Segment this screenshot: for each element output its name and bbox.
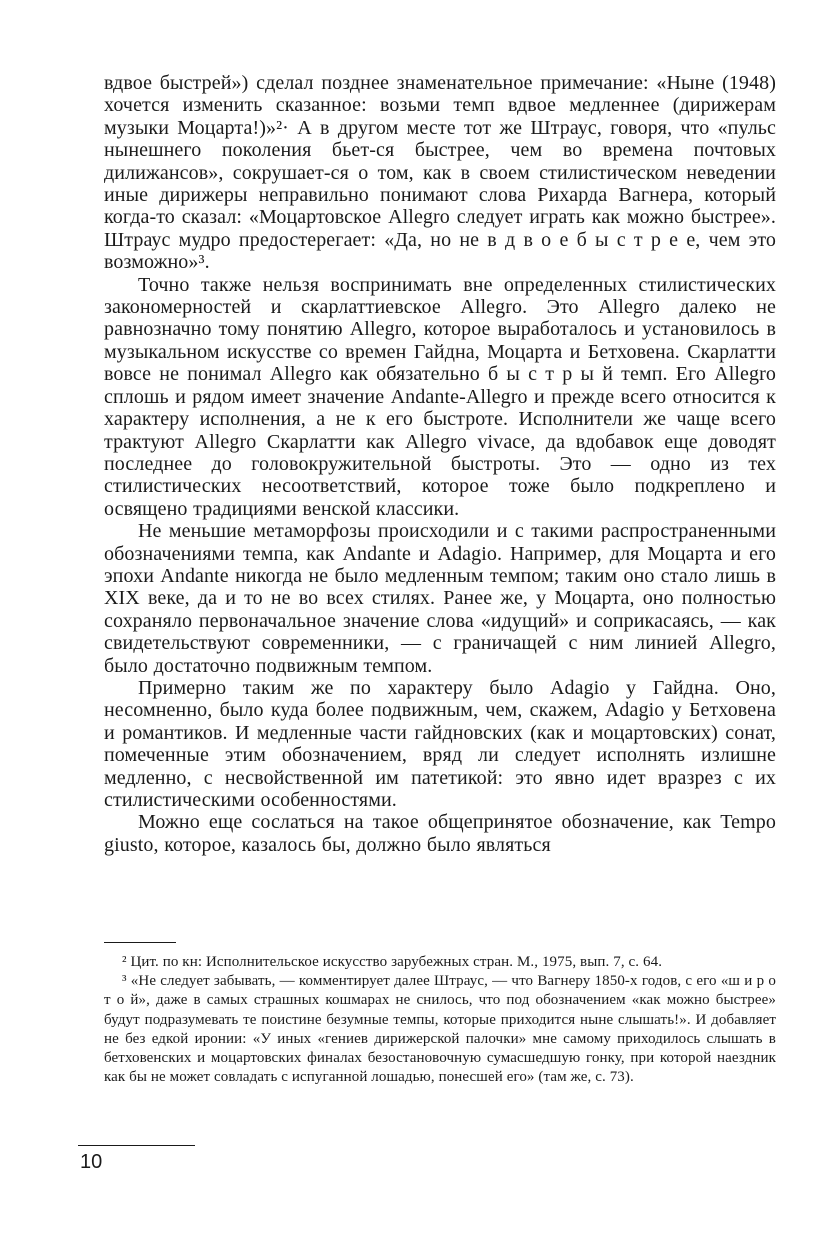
paragraph-2: Точно также нельзя воспринимать вне определенных стилистических закономерностей и скарлаттиевское Allegro. Это Allegro далеко не равнозначно тому понятию Allegro, которое выработалось и установилось в музыкальном искусстве со времен Гайдна, Моцарта и Бетховена. Скарлатти вовсе не понимал Allegro как обязательно б ы с т р ы й темп. Его Allegro сплошь и рядом имеет значение Andante-Allegro и прежде всего относится к характеру исполнения, а не к его быстроте. Исполнители же чаще всего трактуют Allegro Скарлатти как Allegro vivace, да вдобавок еще доводят последнее до головокружительной быстроты. Это — одно из тех стилистических несоответствий, которое тоже было подкреплено и освящено традициями венской классики. bbox=[104, 273, 776, 520]
footnote-separator bbox=[104, 942, 176, 943]
paragraph-3: Не меньшие метаморфозы происходили и с такими распространенными обозначениями темпа, как Andante и Adagio. Например, для Моцарта и его эпохи Andante никогда не было медленным темпом; таким оно стало лишь в XIX веке, да и то не во всех стилях. Ранее же, у Моцарта, оно полностью сохраняло первоначальное значение слова «идущий» и соприкасаясь, — как свидетельствуют современники, — с граничащей с ним линией Allegro, было достаточно подвижным темпом. bbox=[104, 520, 776, 677]
paragraph-5: Можно еще сослаться на такое общепринятое обозначение, как Tempo giusto, которое, казалось бы, должно было являться bbox=[104, 811, 776, 856]
main-text bbox=[104, 72, 776, 856]
footnote-3: ³ «Не следует забывать, — комментирует далее Штраус, — что Вагнеру 1850-х годов, с его «ш и р о т о й», даже в самых страшных кошмарах не снилось, что под обозначением «как можно быстрее» будут подразумевать те поистине безумные темпы, которые приходится ныне слышать!». И добавляет не без едкой иронии: «У иных «гениев дирижерской палочки» мне самому приходилось слышать в бетховенских и моцартовских финалах безостановочную сумасшедшую гонку, при которой наездник как бы не может совладать с испуганной лошадью, понесшей его» (там же, с. 73). bbox=[104, 973, 776, 1086]
paragraph-4: Примерно таким же по характеру было Adagio у Гайдна. Оно, несомненно, было куда более подвижным, чем, скажем, Adagio у Бетховена и романтиков. И медленные части гайдновских (как и моцартовских) сонат, помеченные этим обозначением, вряд ли следует исполнять излишне медленно, с несвойственной им патетикой: это явно идет вразрез с их стилистическими особенностями. bbox=[104, 676, 776, 811]
paragraph-1: вдвое быстрей») сделал позднее знаменательное примечание: «Ныне (1948) хочется изменить сказанное: возьми темп вдвое медленнее (дирижерам музыки Моцарта!)»²· А в другом месте тот же Штраус, говоря, что «пульс нынешнего поколения бьет-ся быстрее, чем во времена почтовых дилижансов», сокрушает-ся о том, как в своем стилистическом неведении иные дирижеры неправильно понимают слова Рихарда Вагнера, который когда-то сказал: «Моцартовское Allegro следует играть как можно быстрее». Штраус мудро предостерегает: «Да, но не в д в о е б ы с т р е е, чем это возможно»³. bbox=[104, 72, 776, 274]
page-number-rule bbox=[78, 1145, 195, 1146]
footnotes bbox=[104, 953, 776, 1087]
footnote-2: ² Цит. по кн: Исполнительское искусство зарубежных стран. М., 1975, вып. 7, с. 64. bbox=[122, 954, 663, 970]
page-number: 10 bbox=[80, 1151, 103, 1173]
